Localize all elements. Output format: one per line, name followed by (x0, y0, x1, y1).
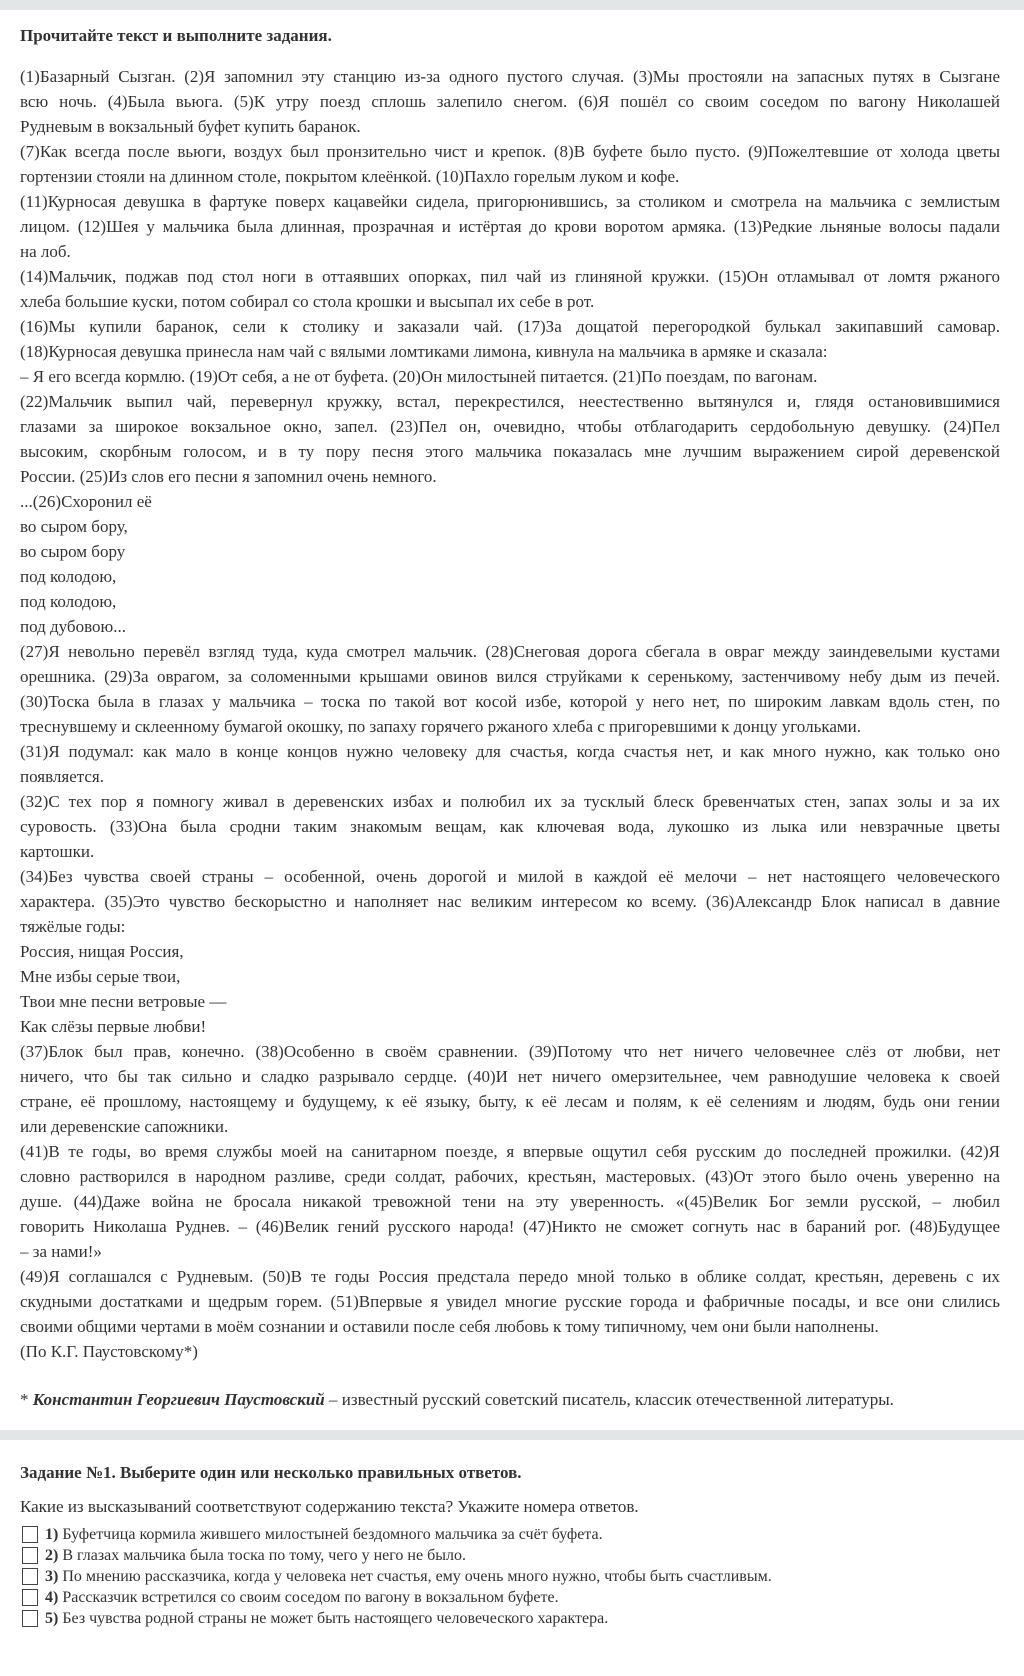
footnote-author-name: Константин Георгиевич Паустовский (32, 1390, 325, 1409)
text-line: (1)Базарный Сызган. (2)Я запомнил эту станцию из-за одного пустого случая. (3)Мы простояли на запасных путях в Сызгане (20, 67, 1000, 86)
answer-option-4[interactable] (22, 1587, 772, 1608)
task-title: Задание №1. Выберите один или несколько правильных ответов. (20, 1463, 522, 1482)
text-line: появляется. (20, 767, 104, 786)
text-line: говорить Николаша Руднев. – (46)Велик гений русского народа! (47)Никто не сможет согнуть нас в бараний рог. (48)Будущее (20, 1217, 1000, 1236)
checkbox[interactable] (22, 1568, 38, 1585)
text-line: тяжёлые годы: (20, 917, 126, 936)
text-line: – за нами!» (20, 1242, 102, 1261)
text-line: под колодою, (20, 567, 117, 586)
text-line: (41)В те годы, во время службы моей на санитарном поезде, я впервые ощутил себя русским до последней прожилки. (42)Я (20, 1142, 1000, 1161)
answer-option-3[interactable] (22, 1566, 772, 1587)
text-line: во сыром бору, (20, 517, 128, 536)
text-line: (30)Тоска была в глазах у мальчика – тоска по такой вот косой избе, которой у него нет, по широким лавкам вдоль стен, по (20, 692, 1000, 711)
text-line: орешника. (29)За оврагом, за соломенными крышами овинов вился струйками к серенькому, застенчивому небу дым из печей. (20, 667, 1000, 686)
text-line: ...(26)Схоронил её (20, 492, 152, 511)
text-line: (31)Я подумал: как мало в конце концов нужно человеку для счастья, когда счастья нет, и как много нужно, как только оно (20, 742, 1000, 761)
text-line: стране, её прошлому, настоящему и будущему, к её языку, быту, к её лесам и полям, к её селениям и людям, будь они гении (20, 1092, 1000, 1111)
text-line: хлеба большие куски, потом собирал со стола крошки и высыпал их себе в рот. (20, 292, 595, 311)
answer-option-1[interactable] (22, 1524, 772, 1545)
option-text: Без чувства родной страны не может быть настоящего человеческого характера. (62, 1609, 609, 1627)
text-line: глазами за широкое вокзальное окно, запел. (23)Пел он, очевидно, чтобы отблагодарить сердобольную девушку. (24)Пел (20, 417, 1000, 436)
option-text: По мнению рассказчика, когда у человека нет счастья, ему очень много нужно, чтобы быть счастливым. (62, 1567, 772, 1585)
text-line: картошки. (20, 842, 95, 861)
text-line: лицом. (12)Шея у мальчика была длинная, прозрачная и истёртая до крови воротом армяка. (13)Редкие льняные волосы падали (20, 217, 1000, 236)
text-line: (18)Курносая девушка принесла нам чай с вялыми ломтиками лимона, кивнула на мальчика в армяке и сказала: (20, 342, 828, 361)
top-divider-band (0, 0, 1024, 10)
footnote-description: – известный русский советский писатель, классик отечественной литературы. (324, 1390, 894, 1409)
text-line: Рудневым в вокзальный буфет купить баранок. (20, 117, 361, 136)
answer-option-5[interactable] (22, 1608, 772, 1629)
text-line: всю ночь. (4)Была вьюга. (5)К утру поезд сплошь залепило снегом. (6)Я пошёл со своим соседом по вагону Николашей (20, 92, 1000, 111)
checkbox[interactable] (22, 1589, 38, 1606)
option-number: 3) (45, 1567, 59, 1585)
text-line: (16)Мы купили баранок, сели к столику и заказали чай. (17)За дощатой перегородкой булькал закипавший самовар. (20, 317, 1000, 336)
option-text: Рассказчик встретился со своим соседом по вагону в вокзальном буфете. (62, 1588, 559, 1606)
text-line: во сыром бору (20, 542, 126, 561)
checkbox[interactable] (22, 1526, 38, 1543)
text-line: (14)Мальчик, поджав под стол ноги в оттаявших опорках, пил чай из глиняной кружки. (15)Он отламывал от ломтя ржаного (20, 267, 1000, 286)
text-line: или деревенские сапожники. (20, 1117, 229, 1136)
option-number: 4) (45, 1588, 59, 1606)
text-line: – Я его всегда кормлю. (19)От себя, а не от буфета. (20)Он милостыней питается. (21)По поездам, по вагонам. (20, 367, 818, 386)
text-line: высоким, скорбным голосом, и в ту пору песня этого мальчика показалась мне лучшим выражением сирой деревенской (20, 442, 1000, 461)
option-text: Буфетчица кормила жившего милостыней бездомного мальчика за счёт буфета. (62, 1525, 603, 1543)
text-line: (37)Блок был прав, конечно. (38)Особенно в своём сравнении. (39)Потому что нет ничего человечнее слёз от любви, нет (20, 1042, 1000, 1061)
text-line: ничего, что бы так сильно и сладко разрывало сердце. (40)И нет ничего омерзительнее, чем равнодушие человека к своей (20, 1067, 1000, 1086)
text-line: треснувшему и склеенному бумагой окошку, по запаху горячего ржаного хлеба с пригоревшими к донцу угольками. (20, 717, 861, 736)
reading-text (20, 64, 1000, 1364)
text-line: Твои мне песни ветровые — (20, 992, 227, 1011)
text-line: под колодою, (20, 592, 117, 611)
text-line: (34)Без чувства своей страны – особенной, очень дорогой и милой в каждой её мелочи – нет настоящего человеческого (20, 867, 1000, 886)
text-line: гортензии стояли на длинном столе, покрытом клеёнкой. (10)Пахло горелым луком и кофе. (20, 167, 680, 186)
text-line: Мне избы серые твои, (20, 967, 181, 986)
text-line: суровость. (33)Она была сродни таким знакомым вещам, как ключевая вода, лукошко из лыка или невзрачные цветы (20, 817, 1000, 836)
checkbox[interactable] (22, 1547, 38, 1564)
instruction-heading: Прочитайте текст и выполните задания. (20, 26, 332, 45)
option-number: 1) (45, 1525, 59, 1543)
text-line: скудными достатками и щедрым горем. (51)Впервые я увидел многие русские города и фабричные посады, и все они слились (20, 1292, 1000, 1311)
text-line: на лоб. (20, 242, 71, 261)
text-line: Как слёзы первые любви! (20, 1017, 207, 1036)
section-divider-band (0, 1430, 1024, 1440)
option-text: В глазах мальчика была тоска по тому, чего у него не было. (62, 1546, 466, 1564)
answer-options (22, 1524, 772, 1629)
text-source: (По К.Г. Паустовскому*) (20, 1342, 198, 1361)
answer-option-2[interactable] (22, 1545, 772, 1566)
option-number: 5) (45, 1609, 59, 1627)
text-line: Россия, нищая Россия, (20, 942, 184, 961)
text-line: (32)С тех пор я помногу живал в деревенских избах и полюбил их за тусклый блеск бревенчатых стен, запах золы и за их (20, 792, 1000, 811)
author-footnote (20, 1389, 894, 1411)
text-line: (11)Курносая девушка в фартуке поверх кацавейки сидела, пригорюнившись, за столиком и смотрела на мальчика с землистым (20, 192, 1000, 211)
text-line: (49)Я соглашался с Рудневым. (50)В те годы Россия предстала передо мной только в облике солдат, крестьян, деревень с их (20, 1267, 1000, 1286)
text-line: России. (25)Из слов его песни я запомнил очень немного. (20, 467, 437, 486)
option-number: 2) (45, 1546, 59, 1564)
text-line: характера. (35)Это чувство бескорыстно и наполняет нас великим интересом ко всему. (36)Александр Блок написал в давние (20, 892, 1000, 911)
text-line: (7)Как всегда после вьюги, воздух был пронзительно чист и крепок. (8)В буфете было пусто. (9)Пожелтевшие от холода цветы (20, 142, 1000, 161)
text-line: под дубовою... (20, 617, 126, 636)
text-line: своими общими чертами в моём сознании и оставили после себя любовь к тому типичному, чем они были наполнены. (20, 1317, 879, 1336)
text-line: словно растворился в народном разливе, среди солдат, рабочих, крестьян, мастеровых. (43)От этого было очень уверенно на (20, 1167, 1000, 1186)
checkbox[interactable] (22, 1610, 38, 1627)
text-line: душе. (44)Даже война не бросала никакой тревожной тени на эту уверенность. «(45)Велик Бог земли русской, – любил (20, 1192, 1000, 1211)
text-line: (27)Я невольно перевёл взгляд туда, куда смотрел мальчик. (28)Снеговая дорога сбегала в овраг между заиндевелыми кустами (20, 642, 1000, 661)
task-question: Какие из высказываний соответствуют содержанию текста? Укажите номера ответов. (20, 1497, 639, 1516)
footnote-marker: * (20, 1390, 33, 1409)
text-line: (22)Мальчик выпил чай, перевернул кружку, встал, перекрестился, неестественно вытянулся и, глядя остановившимися (20, 392, 1000, 411)
